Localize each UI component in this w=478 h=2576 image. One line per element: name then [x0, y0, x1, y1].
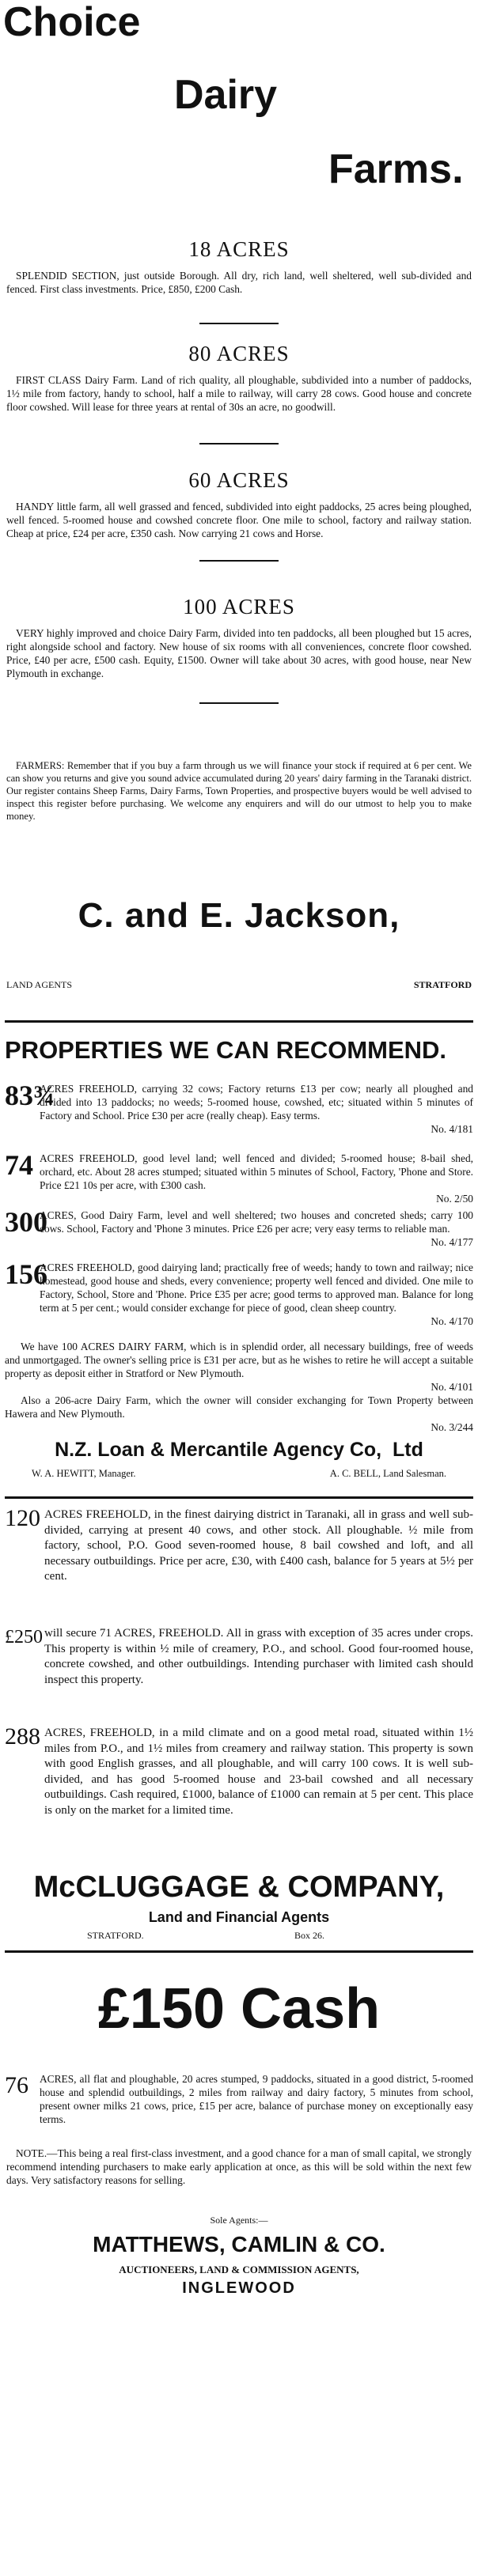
ad2-heading: PROPERTIES WE CAN RECOMMEND. — [5, 1036, 447, 1064]
listing-text: HANDY little farm, all well grassed and fenced, subdivided into eight paddocks, 25 acres being ploughed, well fenced. 5-roomed house and cowshed concrete floor. One mile to school, factory and railway station. Cheap at price, £24 per acre, £350 cash. Now carrying 21 cows and Horse. — [6, 501, 472, 539]
listing-number: 76 — [5, 2072, 28, 2098]
list-item — [5, 1082, 473, 1136]
ad-jackson — [0, 0, 478, 1036]
divider — [199, 443, 279, 444]
divider — [199, 323, 279, 324]
listing-number: 300 — [5, 1206, 47, 1238]
divider — [199, 702, 279, 704]
divider — [199, 560, 279, 562]
ad3-right-line: Box 26. — [294, 1930, 324, 1941]
listing-text: SPLENDID SECTION, just outside Borough. All dry, rich land, well sheltered, well sub-divided and fenced. First class investments. Price, £850, £200 Cash. — [6, 270, 472, 295]
list-item — [5, 1394, 473, 1434]
ad-matthews-camlin — [0, 1954, 478, 2576]
listing-ref: No. 4/177 — [431, 1236, 473, 1248]
listing-number: 83¾ — [5, 1080, 55, 1111]
listing-text: ACRES FREEHOLD, good level land; well fenced and divided; 5-roomed house; 8-bail shed, orchard, etc. About 28 acres stumped; situated within 5 minutes of School, Factory, 'Phone and Store. Price £21 10s per acre, with £300 cash. — [40, 1152, 473, 1191]
list-item — [5, 1626, 473, 1688]
ad4-firm: MATTHEWS, CAMLIN & CO. — [93, 2232, 385, 2256]
ad3-left-line: STRATFORD. — [87, 1930, 144, 1941]
listing-ref: No. 2/50 — [436, 1193, 473, 1205]
ad2-salesman: A. C. BELL, Land Salesman. — [329, 1468, 446, 1479]
listing-title: 60 ACRES — [188, 468, 290, 492]
list-item — [5, 1723, 473, 1818]
ad3-subtitle: Land and Financial Agents — [148, 1909, 330, 1925]
ad4-agents-label: Sole Agents:— — [210, 2215, 268, 2226]
ad1-heading: Choice — [3, 0, 141, 45]
listing-number: 74 — [5, 1149, 33, 1181]
ad4-place: INGLEWOOD — [182, 2279, 296, 2297]
listing-text: will secure 71 ACRES, FREEHOLD. All in grass with exception of 35 acres under crops. This property is within ½ mile of creamery, P.O., and school. Good four-roomed house, concrete cowshed, and other outbuildings. Intending purchaser with limited cash should inspect this property. — [44, 1627, 473, 1686]
list-item — [5, 1149, 473, 1205]
list-item — [5, 1340, 473, 1394]
listing-text: VERY highly improved and choice Dairy Farm, divided into ten paddocks, all been ploughed but 15 acres, right alongside school and factory. New house of six rooms with all conveniences, concrete floor cowshed. Price, £40 per acre, £500 cash. Equity, £1500. Owner will take about 30 acres, with good house, near New Plymouth in exchange. — [6, 627, 472, 679]
ad4-subtitle: AUCTIONEERS, LAND & COMMISSION AGENTS, — [119, 2264, 359, 2275]
listing-ref: No. 4/170 — [431, 1315, 473, 1327]
listing-number: 156 — [5, 1258, 47, 1290]
listing-number: 288 — [5, 1723, 40, 1749]
listing-text: ACRES FREEHOLD, in the finest dairying district in Taranaki, all in grass and well sub-divided, carrying at present 40 cows, and other stock. All ploughable. ½ mile from factory, school, P.O. Good seven-roomed house, 8 bail cowshed and loft, and all necessary outbuildings. Price per acre, £30, with £400 cash, balance for 5 years at 5½ per cent. — [44, 1508, 473, 1583]
ad1-right-line: STRATFORD — [413, 979, 472, 990]
listing-title: 18 ACRES — [188, 237, 290, 261]
ad1-heading-2: Dairy — [174, 72, 278, 118]
ad1-firm: C. and E. Jackson, — [78, 896, 400, 935]
listing-text: Also a 206-acre Dairy Farm, which the owner will consider exchanging for Town Property between Hawera and New Plymouth. — [5, 1394, 473, 1420]
ad2-firm: N.Z. Loan & Mercantile Agency Co, Ltd — [55, 1439, 423, 1461]
list-item — [5, 1258, 473, 1328]
listing-ref: No. 4/101 — [431, 1381, 473, 1393]
listing-title: 80 ACRES — [188, 342, 290, 365]
listing-title: 100 ACRES — [183, 595, 295, 618]
listing-text: ACRES, FREEHOLD, in a mild climate and on a good metal road, situated within 1½ miles from P.O., and 1½ miles from creamery and railway station. This property is sown with good English grasses, and all ploughable, and will carry 100 cows. It is well sub-divided, and has good 5-roomed house and 23-bail cowshed and all necessary outbuildings. Cash required, £1000, balance of £1000 can remain at 5 per cent. This place is only on the market for a limited time. — [44, 1727, 473, 1817]
listing-text: FIRST CLASS Dairy Farm. Land of rich quality, all ploughable, subdivided into a number of paddocks, 1½ mile from factory, handy to school, half a mile to railway, will carry 28 cows. Good house and concrete floor cowshed. Will lease for three years at rental of 30s an acre, no goodwill. — [6, 374, 472, 413]
ad4-heading: £150 Cash — [97, 1977, 381, 2041]
listing-text: ACRES FREEHOLD, good dairying land; practically free of weeds; handy to town and railway; nice homestead, good house and sheds, every convenience; property well fenced and divided. One mile to Factory, School, Store and 'Phone. Price £35 per acre; good terms to approved man. Balance for long term at 5 per cent.; would consider exchange for piece of good, clean sheep country. — [40, 1262, 473, 1314]
listing-text: ACRES, Good Dairy Farm, level and well sheltered; two houses and concreted sheds; carry 100 cows. School, Factory and 'Phone 3 minutes. Price £26 per acre; very easy terms to reliable man. — [40, 1209, 473, 1235]
listing-text: We have 100 ACRES DAIRY FARM, which is in splendid order, all necessary buildings, free of weeds and unmortgaged. The owner's selling price is £31 per acre, but as he wishes to retire he will accept a suitable property as deposit either in Stratford or New Plymouth. — [5, 1341, 473, 1379]
ad-separator — [5, 1496, 473, 1499]
listing-ref: No. 3/244 — [431, 1421, 473, 1433]
ad3-footer — [87, 1930, 324, 1942]
ad3-firm: McCLUGGAGE & COMPANY, — [33, 1871, 445, 1904]
ad-nz-loan — [0, 1025, 478, 1492]
list-item — [5, 1206, 473, 1249]
ad4-note: NOTE.—This being a real first-class investment, and a good chance for a man of small capital, we strongly recommend intending purchasers to make early application at once, as this will be sold within the next few days. Very satisfactory reasons for selling. — [6, 2147, 472, 2186]
ad2-manager: W. A. HEWITT, Manager. — [32, 1468, 136, 1479]
listing-number: 120 — [5, 1505, 40, 1531]
ad-separator — [5, 1020, 473, 1023]
listing-number: £250 — [5, 1627, 43, 1647]
ad-separator — [5, 1950, 473, 1953]
listing-ref: No. 4/181 — [431, 1123, 473, 1135]
ad1-footer — [6, 979, 472, 991]
list-item — [5, 1507, 473, 1585]
ad-mccluggage — [0, 1503, 478, 1946]
ad1-heading-3: Farms. — [328, 146, 464, 192]
list-item — [5, 2072, 473, 2126]
listing-text: ACRES FREEHOLD, carrying 32 cows; Factory returns £13 per cow; nearly all ploughed and divided into 13 paddocks; no weeds; 5-roomed house, cowshed, etc; situated within 5 minutes of Factory and School. Price £30 per acre (really cheap). Easy terms. — [40, 1083, 473, 1122]
ad1-left-line: LAND AGENTS — [6, 979, 72, 990]
ad2-footer — [32, 1468, 446, 1480]
farmers-note: FARMERS: Remember that if you buy a farm through us we will finance your stock if required at 6 per cent. We can show you returns and give you sound advice accumulated during 20 years' dairy farming in the Taranaki district. Our register contains Sheep Farms, Dairy Farms, Town Properties, and prospective buyers would be well advised to inspect this register before purchasing. We welcome any enquirers and will do our utmost to help you to make money. — [6, 760, 472, 822]
listing-text: ACRES, all flat and ploughable, 20 acres stumped, 9 paddocks, situated in a good district, 5-roomed house and splendid outbuildings, 2 miles from railway and dairy factory, 5 minutes from school, present owner milks 21 cows, price, £15 per acre, balance of purchase money on exceptionally easy terms. — [40, 2073, 473, 2125]
